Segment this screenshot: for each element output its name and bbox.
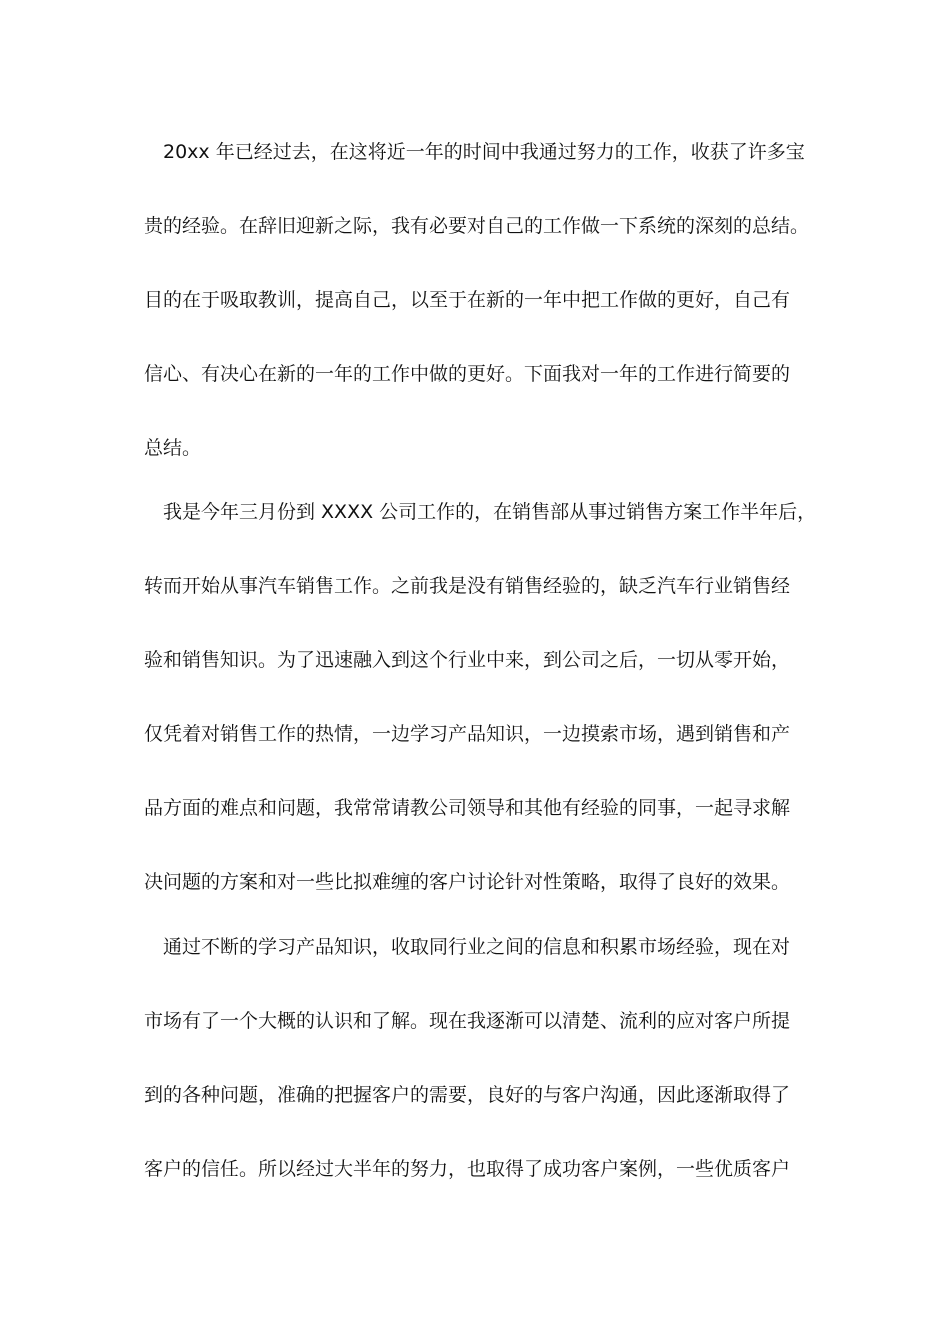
paragraph-1-line-4: 信心、有决心在新的一年的工作中做的更好。下面我对一年的工作进行简要的 [144, 363, 791, 385]
paragraph-2-line-2: 转而开始从事汽车销售工作。之前我是没有销售经验的，缺乏汽车行业销售经 [144, 575, 791, 597]
paragraph-2-line-4: 仅凭着对销售工作的热情，一边学习产品知识，一边摸索市场，遇到销售和产 [144, 723, 791, 745]
paragraph-3-line-3: 到的各种问题，准确的把握客户的需要，良好的与客户沟通，因此逐渐取得了 [144, 1084, 791, 1106]
paragraph-3-line-4: 客户的信任。所以经过大半年的努力，也取得了成功客户案例，一些优质客户 [144, 1158, 791, 1180]
paragraph-1-line-5: 总结。 [144, 437, 202, 459]
paragraph-2-line-5: 品方面的难点和问题，我常常请教公司领导和其他有经验的同事，一起寻求解 [144, 797, 791, 819]
paragraph-2-line-3: 验和销售知识。为了迅速融入到这个行业中来，到公司之后，一切从零开始， [144, 649, 791, 671]
paragraph-2-line-1: 我是今年三月份到 XXXX 公司工作的，在销售部从事过销售方案工作半年后， [163, 501, 817, 523]
paragraph-1-line-2: 贵的经验。在辞旧迎新之际，我有必要对自己的工作做一下系统的深刻的总结。 [144, 215, 810, 237]
paragraph-2-line-6: 决问题的方案和对一些比拟难缠的客户讨论针对性策略，取得了良好的效果。 [144, 871, 791, 893]
paragraph-3-line-2: 市场有了一个大概的认识和了解。现在我逐渐可以清楚、流利的应对客户所提 [144, 1010, 791, 1032]
paragraph-1-line-3: 目的在于吸取教训，提高自己，以至于在新的一年中把工作做的更好，自己有 [144, 289, 791, 311]
paragraph-3-line-1: 通过不断的学习产品知识，收取同行业之间的信息和积累市场经验，现在对 [163, 936, 791, 958]
paragraph-1-line-1: 20xx 年已经过去，在这将近一年的时间中我通过努力的工作，收获了许多宝 [163, 141, 805, 163]
